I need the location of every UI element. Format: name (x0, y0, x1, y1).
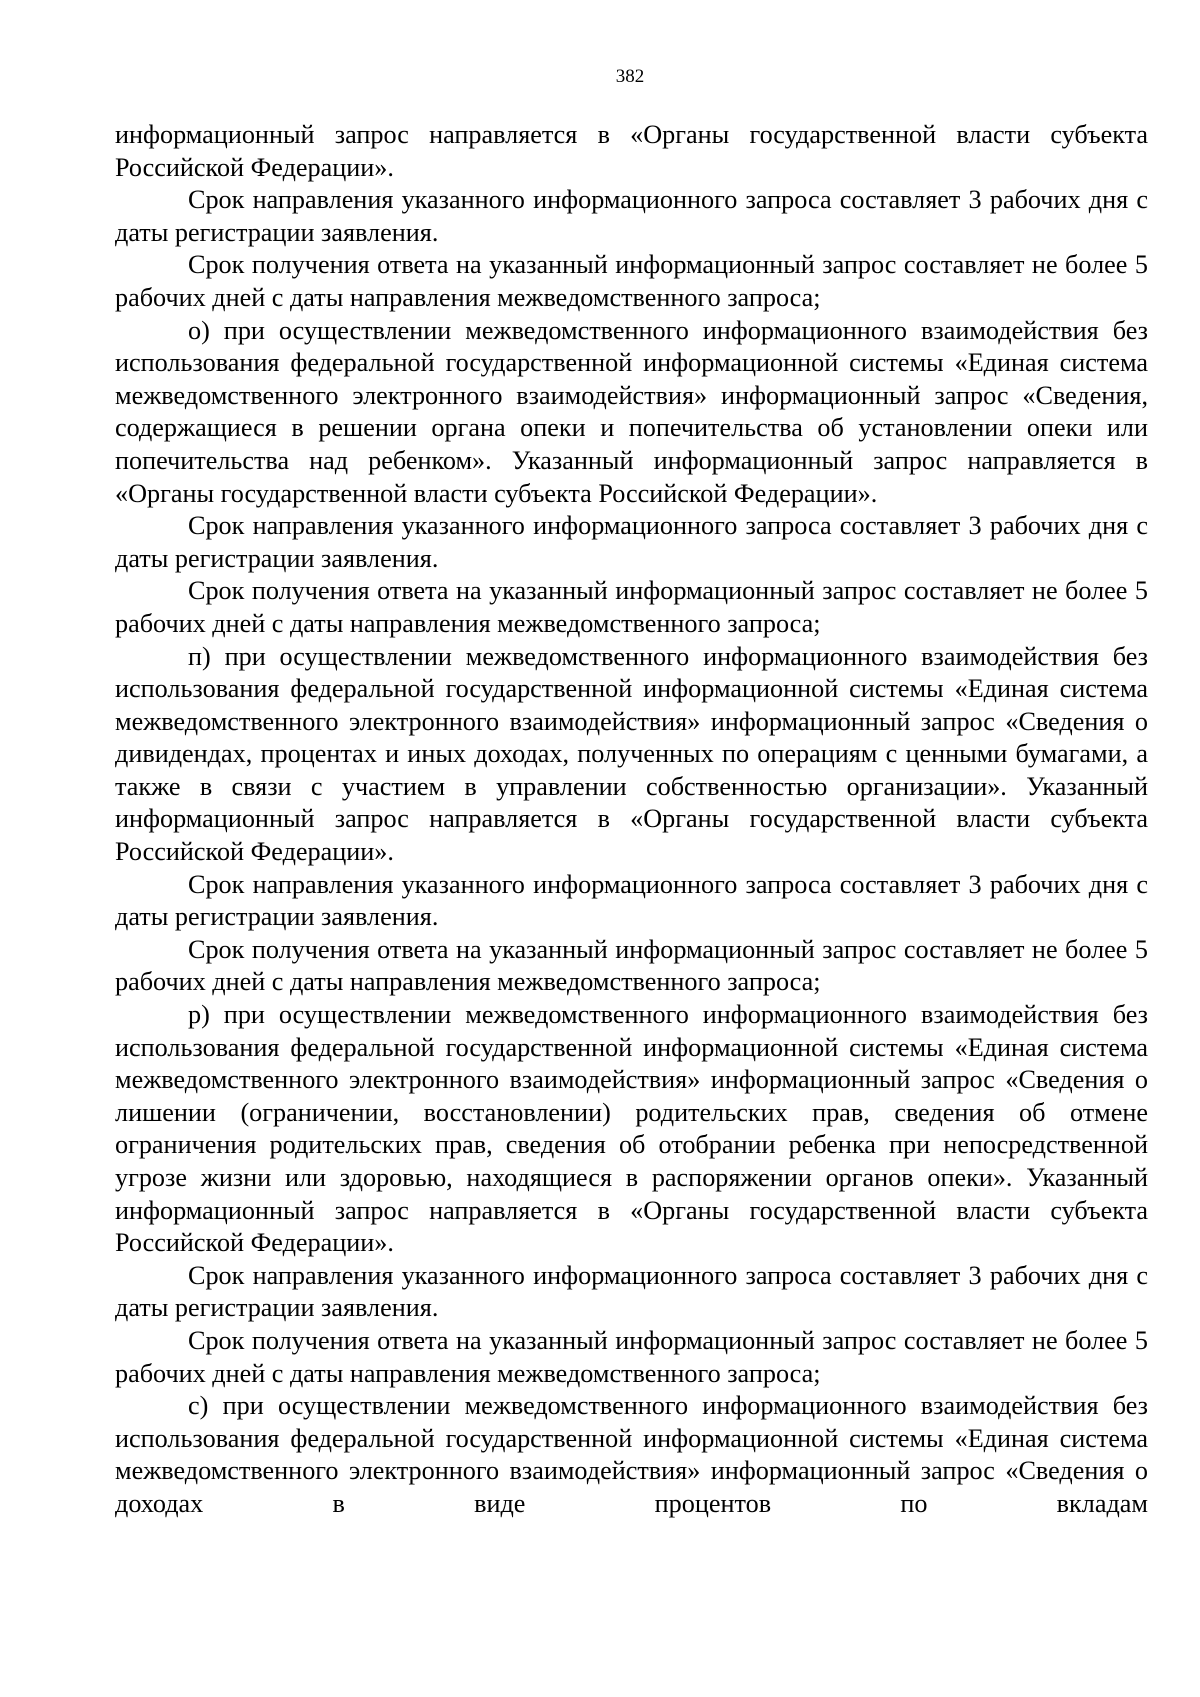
paragraph-item-o: о) при осуществлении межведомственного информационного взаимодействия без использования федеральной государственной информационной системы «Единая система межведомственного электронного взаимодействия» информационный запрос «Сведения, содержащиеся в решении органа опеки и попечительства об установлении опеки или попечительства над ребенком». Указанный информационный запрос направляется в «Органы государственной власти субъекта Российской Федерации». (115, 315, 1148, 508)
paragraph: Срок направления указанного информационного запроса составляет 3 рабочих дня с даты регистрации заявления. (115, 869, 1148, 932)
paragraph: Срок получения ответа на указанный информационный запрос составляет не более 5 рабочих дней с даты направления межведомственного запроса; (115, 576, 1148, 638)
paragraph-item-s: с) при осуществлении межведомственного информационного взаимодействия без использования федеральной государственной информационной системы «Единая система межведомственного электронного взаимодействия» информационный запрос «Сведения о доходах в виде процентов по вкладам (115, 1391, 1148, 1518)
paragraph: Срок направления указанного информационного запроса составляет 3 рабочих дня с даты регистрации заявления. (115, 185, 1148, 247)
page-number: 382 (615, 66, 645, 87)
paragraph-continuation: информационный запрос направляется в «Органы государственной власти субъекта Российской Федерации». (115, 120, 1148, 182)
paragraph-item-p: п) при осуществлении межведомственного информационного взаимодействия без использования федеральной государственной информационной системы «Единая система межведомственного электронного взаимодействия» информационный запрос «Сведения о дивидендах, процентах и иных доходах, полученных по операциям с ценными бумагами, а также в связи с участием в управлении собственностью организации». Указанный информационный запрос направляется в «Органы государственной власти субъекта Российской Федерации». (115, 641, 1148, 867)
paragraph: Срок получения ответа на указанный информационный запрос составляет не более 5 рабочих дней с даты направления межведомственного запроса; (115, 934, 1148, 997)
paragraph: Срок направления указанного информационного запроса составляет 3 рабочих дня с даты регистрации заявления. (115, 1260, 1148, 1323)
paragraph: Срок направления указанного информационного запроса составляет 3 рабочих дня с даты регистрации заявления. (115, 511, 1148, 573)
document-body (115, 119, 1148, 1521)
paragraph: Срок получения ответа на указанный информационный запрос составляет не более 5 рабочих дней с даты направления межведомственного запроса; (115, 1325, 1148, 1388)
paragraph: Срок получения ответа на указанный информационный запрос составляет не более 5 рабочих дней с даты направления межведомственного запроса; (115, 250, 1148, 312)
paragraph-item-r: р) при осуществлении межведомственного информационного взаимодействия без использования федеральной государственной информационной системы «Единая система межведомственного электронного взаимодействия» информационный запрос «Сведения о лишении (ограничении, восстановлении) родительских прав, сведения об отмене ограничения родительских прав, сведения об отобрании ребенка при непосредственной угрозе жизни или здоровью, находящиеся в распоряжении органов опеки». Указанный информационный запрос направляется в «Органы государственной власти субъекта Российской Федерации». (115, 1000, 1148, 1258)
